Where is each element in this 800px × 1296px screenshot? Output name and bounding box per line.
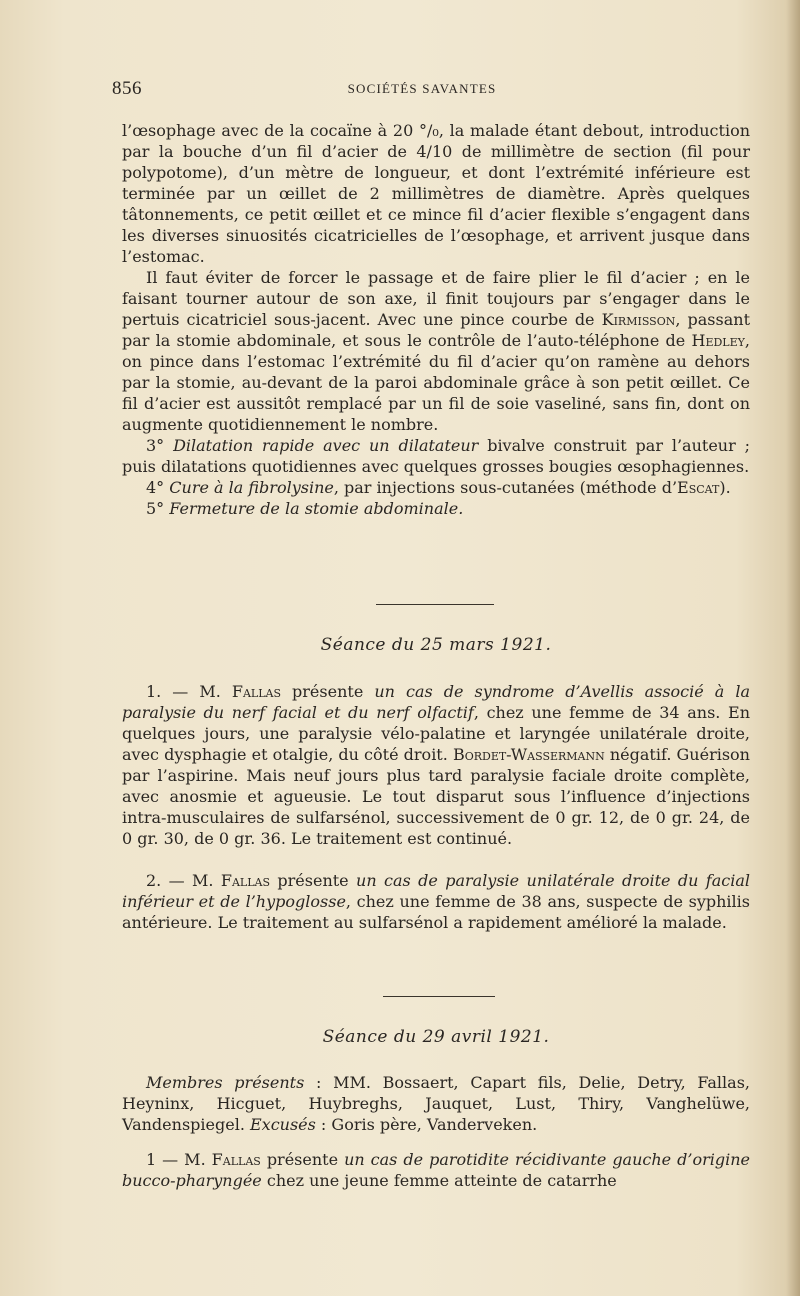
section-march-session <box>122 681 750 933</box>
section-procedure <box>122 120 750 519</box>
session-heading-march: Séance du 25 mars 1921. <box>320 635 552 655</box>
author-name: Fallas <box>231 682 281 701</box>
section-april-session <box>122 1072 750 1191</box>
communication-1: 1. — M. Fallas présente un cas de syndrome d’Avellis associé à la paralysie du nerf facial et du nerf olfactif, chez une femme de 34 ans. En quelques jours, une paralysie vélo-palatine et laryngée unilatérale droite, avec dysphagie et otalgie, du côté droit. Bordet-Wassermann négatif. Guérison par l’aspirine. Mais neuf jours plus tard paralysie faciale droite complète, avec anosmie et agueusie. Le tout disparut sous l’influence d’injections intra-musculaires de sulfarsénol, successivement de 0 gr. 12, de 0 gr. 24, de 0 gr. 30, de 0 gr. 36. Le traitement est continué. <box>122 682 751 848</box>
communication-title: un cas de parotidite récidivante gauche d’origine bucco-pharyngée <box>122 1150 750 1190</box>
author-name: Hedley <box>691 331 745 350</box>
list-item-5: 5° Fermeture de la stomie abdominale. <box>146 499 464 518</box>
communication-2: 2. — M. Fallas présente un cas de paralysie unilatérale droite du facial inférieur et de l’hypoglosse, chez une femme de 38 ans, suspecte de syphilis antérieure. Le traitement au sulfarsénol a rapidement amélioré la malade. <box>122 871 751 932</box>
page-header <box>112 78 732 102</box>
list-item-4: 4° Cure à la fibrolysine, par injections sous-cutanées (méthode d’Escat). <box>146 478 731 497</box>
list-item-3: 3° Dilatation rapide avec un dilatateur bivalve construit par l’auteur ; puis dilatations quotidiennes avec quelques grosses bougies œsophagiennes. <box>122 436 751 476</box>
page-edge-shadow <box>786 0 800 1296</box>
author-name: Escat <box>677 478 720 497</box>
excused-label: Excusés <box>249 1115 316 1134</box>
section-divider <box>383 996 495 997</box>
author-name: Fallas <box>220 871 271 890</box>
page-number: 856 <box>112 78 142 99</box>
author-name: Fallas <box>211 1150 261 1169</box>
section-divider <box>376 604 494 605</box>
communication-title: un cas de paralysie unilatérale droite du facial inférieur et de l’hypoglosse <box>122 871 751 911</box>
running-title: SOCIÉTÉS SAVANTES <box>347 81 497 96</box>
item-title: Dilatation rapide avec un dilatateur <box>173 436 479 455</box>
paragraph-procedure-steps: Il faut éviter de forcer le passage et de faire plier le fil d’acier ; en le faisant tourner autour de son axe, il finit toujours par s’engager dans le pertuis cicatriciel sous-jacent. Avec une pince courbe de Kirmisson, passant par la stomie abdominale, et sous le contrôle de l’auto-téléphone de Hedley, on pince dans l’estomac l’extrémité du fil d’acier qu’on ramène au dehors par la stomie, au-devant de la paroi abdominale grâce à son petit œillet. Ce fil d’acier est aussitôt remplacé par un fil de soie vaseliné, sans fin, dont on augmente quotidiennement le nombre. <box>122 268 750 434</box>
communication-title: un cas de syndrome d’Avellis associé à la paralysie du nerf facial et du nerf olfactif <box>122 682 750 722</box>
members-label: Membres présents <box>146 1073 305 1092</box>
author-name: Bordet-Wassermann <box>452 745 605 764</box>
author-name: Kirmisson <box>601 310 676 329</box>
paragraph-procedure-intro: l’œsophage avec de la cocaïne à 20 °/₀, la malade étant debout, introduction par la bouche d’un fil d’acier de 4/10 de millimètre de section (fil pour polypotome), d’un mètre de longueur, et dont l’extrémité inférieure est terminée par un œillet de 2 millimètres de diamètre. Après quelques tâtonnements, ce petit œillet et ce mince fil d’acier flexible s’engagent dans les diverses sinuosités cicatricielles de l’œsophage, et arrivent jusque dans l’estomac. <box>122 121 750 266</box>
communication-1-april: 1 — M. Fallas présente un cas de parotidite récidivante gauche d’origine bucco-pharyngée chez une jeune femme atteinte de catarrhe <box>122 1150 750 1190</box>
item-title: Fermeture de la stomie abdominale. <box>169 499 464 518</box>
item-title: Cure à la fibrolysine <box>169 478 334 497</box>
members-paragraph: Membres présents : MM. Bossaert, Capart fils, Delie, Detry, Fallas, Heyninx, Hicguet, Huybreghs, Jauquet, Lust, Thiry, Vanghelüwe, Vandenspiegel. Excusés : Goris père, Vanderveken. <box>122 1073 750 1134</box>
session-heading-april: Séance du 29 avril 1921. <box>322 1027 550 1047</box>
